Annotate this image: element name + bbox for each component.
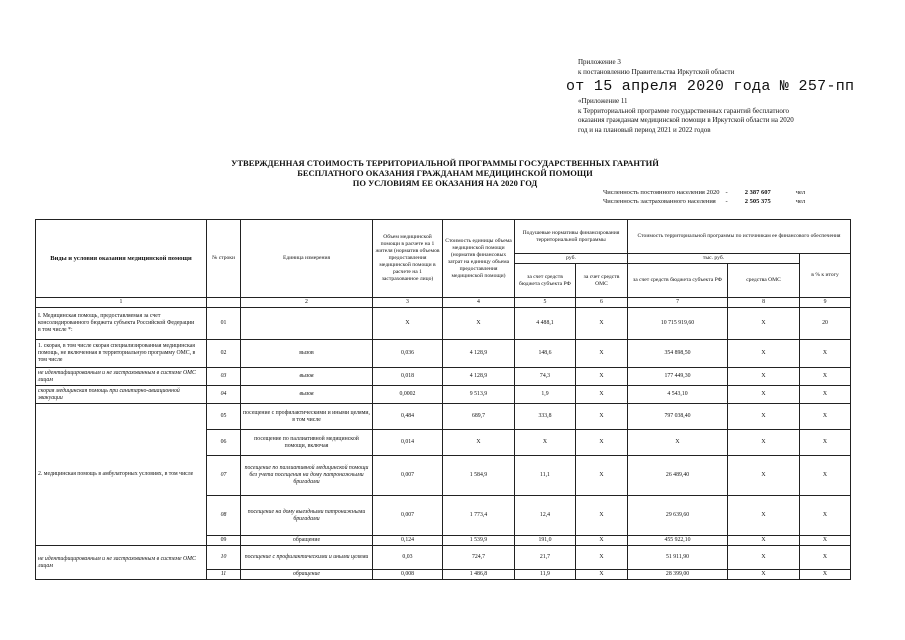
title-line-3: ПО УСЛОВИЯМ ЕЕ ОКАЗАНИЯ НА 2020 ГОД <box>352 178 538 188</box>
table-row: 06 посещение по паллиативной медицинской помощи, включая 0,014 X X X X X X <box>36 430 851 456</box>
col-header-per-capita: Подушевые нормативы финансирования территориальной программы <box>515 220 628 254</box>
col-header-budget: за счет средств бюджета субъекта РФ <box>515 264 576 298</box>
table-row: скорая медицинская помощь при санитарно-авиационной эвакуации 04 вызов 0,0002 9 513,9 1,9 X 4 543,10 X X <box>36 386 851 404</box>
population-info <box>600 188 808 206</box>
per-capita-unit: руб. <box>515 254 628 264</box>
col-header-budget-2: за счет средств бюджета субъекта РФ <box>628 264 728 298</box>
table-row: не идентифицированным и не застрахованным в системе ОМС лицам 03 вызов 0,018 4 128,9 74,3 X 177 449,30 X X <box>36 368 851 386</box>
population-row: Численность постоянного населения 2020 - 2 387 607 чел <box>603 189 806 196</box>
decree-date: от 15 апреля 2020 года № 257-пп <box>566 78 855 95</box>
title-line-2: БЕСПЛАТНОГО ОКАЗАНИЯ ГРАЖДАНАМ МЕДИЦИНСКОЙ ПОМОЩИ <box>297 168 593 178</box>
column-numbers-row: 1 2 3 4 5 6 7 8 9 <box>36 298 851 308</box>
table-row: I. Медицинская помощь, предоставляемая за счет консолидированного бюджета субъекта Российской Федерации в том числе *: 01 X X 4 488,1 X 10 715 919,60 X 20 <box>36 308 851 340</box>
col-header-oms: за счет средств ОМС <box>576 264 628 298</box>
table-row: 11 обращение 0,008 1 486,8 11,9 X 28 399,00 X X <box>36 570 851 580</box>
document-title <box>180 158 710 188</box>
table-row: 1. скорая, в том числе скорая специализированная медицинская помощь, не включенная в территориальную программу ОМС, в том числе 02 вызов 0,036 4 128,9 148,6 X 354 898,50 X X <box>36 340 851 368</box>
total-unit: тыс. руб. <box>628 254 800 264</box>
col-header-unit: Единица измерения <box>241 220 373 298</box>
table-row: 2. медицинская помощь в амбулаторных условиях, в том числе 05 посещение с профилактическими и иными целями, в том числе 0,484 689,7 333,8 X 797 038,40 X X <box>36 404 851 430</box>
population-row: Численность застрахованного населения - 2 505 375 чел <box>603 198 806 205</box>
decree-reference: к постановлению Правительства Иркутской области <box>578 67 735 76</box>
col-header-volume: Объем медицинской помощи в расчете на 1 жителя (норматив объемов предоставления медицинской помощи в расчете на 1 застрахованное лицо) <box>373 220 443 298</box>
col-header-types: Виды и условия оказания медицинской помощи <box>36 220 207 298</box>
table-row: 08 посещение на дому выездными патронажными бригадами 0,007 1 773,4 12,4 X 29 639,60 X X <box>36 496 851 536</box>
program-reference-1: к Территориальной программе государственных гарантий бесплатного <box>578 106 790 115</box>
program-reference-2: оказания гражданам медицинской помощи в Иркутской области на 2020 <box>578 116 794 124</box>
col-header-row-no: № строки <box>207 220 241 298</box>
program-reference-3: год и на плановый период 2021 и 2022 годов <box>578 125 711 134</box>
row-subname: в том числе *: <box>38 327 73 333</box>
col-header-pct: в % к итогу <box>800 254 851 298</box>
col-header-total-cost: Стоимость территориальной программы по источникам ее финансового обеспечения <box>628 220 851 254</box>
table-row: 09 обращение 0,124 1 539,9 191,0 X 455 922,10 X X <box>36 536 851 546</box>
col-header-oms-2: средства ОМС <box>728 264 800 298</box>
table-row: 07 посещение по паллиативной медицинской помощи без учета посещения на дому патронажными бригадами 0,007 1 584,9 11,1 X 26 489,40 X X <box>36 456 851 496</box>
title-line-1: УТВЕРЖДЕННАЯ СТОИМОСТЬ ТЕРРИТОРИАЛЬНОЙ ПРОГРАММЫ ГОСУДАРСТВЕННЫХ ГАРАНТИЙ <box>231 158 659 168</box>
table-row: не идентифицированным и не застрахованным в системе ОМС лицам 10 посещение с профилактическими и иными целями 0,03 724,7 21,7 X 51 911,90 X X <box>36 546 851 570</box>
cost-table <box>35 219 851 580</box>
document-header <box>566 58 855 135</box>
row-name: I. Медицинская помощь, предоставляемая за счет консолидированного бюджета субъекта Российской Федерации <box>38 313 195 326</box>
appendix-label: Приложение 3 <box>578 58 621 66</box>
col-header-cost-unit: Стоимость единицы объема медицинской помощи (норматив финансовых затрат на единицу объема предоставления медицинской помощи) <box>443 220 515 298</box>
appendix-11-label: «Приложение 11 <box>578 97 628 105</box>
